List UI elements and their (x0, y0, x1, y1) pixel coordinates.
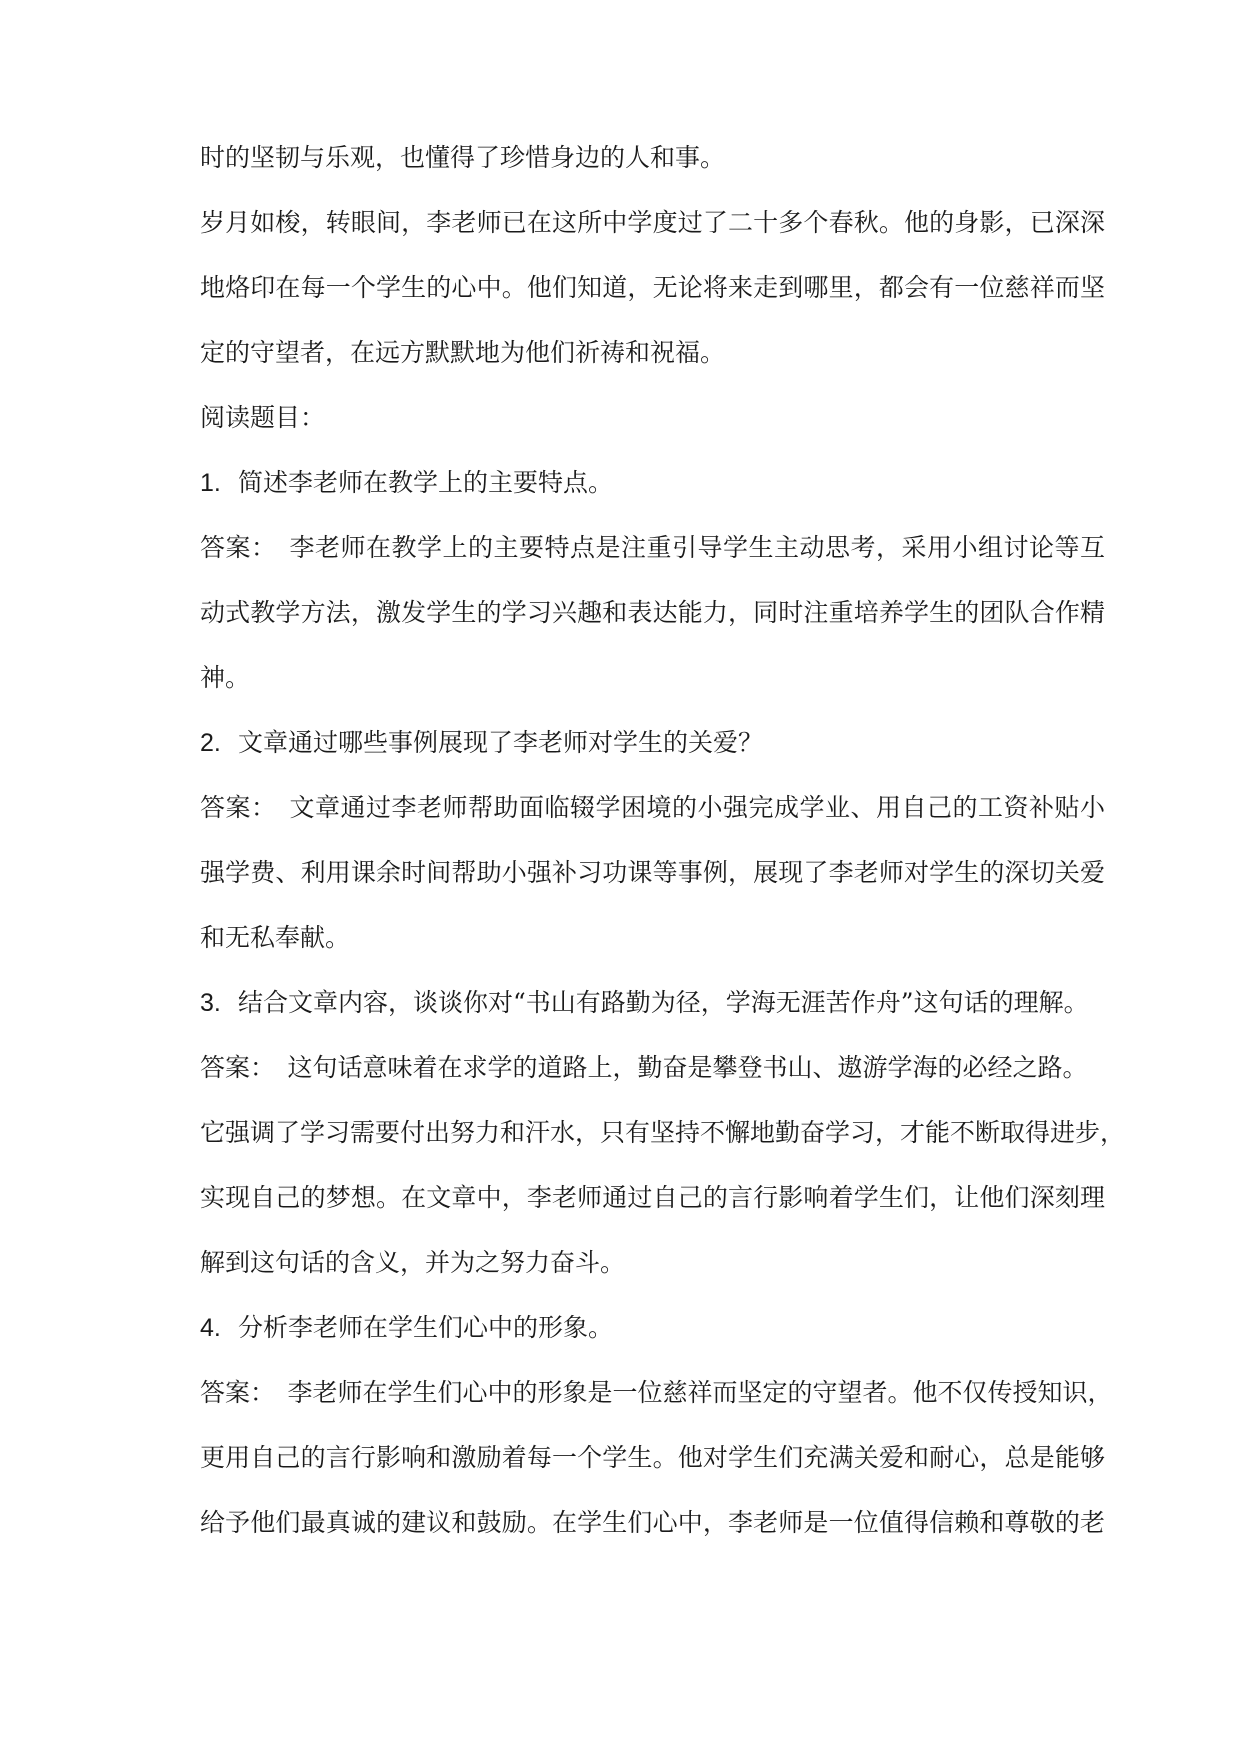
answer-line: 和无私奉献。 (200, 923, 351, 952)
paragraph-line: 时的坚韧与乐观，也懂得了珍惜身边的人和事。 (200, 143, 726, 172)
answer-line: 答案： 李老师在教学上的主要特点是注重引导学生主动思考，采用小组讨论等互 (200, 533, 1105, 562)
paragraph-line: 地烙印在每一个学生的心中。他们知道，无论将来走到哪里，都会有一位慈祥而坚 (200, 273, 1105, 302)
question-number: 1. (200, 469, 221, 497)
question-number: 2. (200, 729, 221, 757)
answer-line: 它强调了学习需要付出努力和汗水，只有坚持不懈地勤奋学习，才能不断取得进步， (200, 1118, 1126, 1147)
question-text: 分析李老师在学生们心中的形象。 (238, 1313, 614, 1342)
section-heading: 阅读题目： (200, 403, 326, 432)
answer-line: 给予他们最真诚的建议和鼓励。在学生们心中，李老师是一位值得信赖和尊敬的老 (200, 1508, 1105, 1537)
paragraph-line: 岁月如梭，转眼间，李老师已在这所中学度过了二十多个春秋。他的身影，已深深 (200, 208, 1105, 237)
answer-line: 答案： 这句话意味着在求学的道路上，勤奋是攀登书山、遨游学海的必经之路。 (200, 1053, 1088, 1082)
answer-line: 答案： 李老师在学生们心中的形象是一位慈祥而坚定的守望者。他不仅传授知识， (200, 1378, 1113, 1407)
answer-line: 动式教学方法，激发学生的学习兴趣和表达能力，同时注重培养学生的团队合作精 (200, 598, 1105, 627)
answer-line: 实现自己的梦想。在文章中，李老师通过自己的言行影响着学生们，让他们深刻理 (200, 1183, 1105, 1212)
answer-line: 神。 (200, 663, 251, 692)
document-body (200, 140, 1126, 1570)
question-1 (200, 465, 1105, 501)
paragraph-line: 定的守望者，在远方默默地为他们祈祷和祝福。 (200, 338, 726, 367)
question-2 (200, 725, 1105, 761)
answer-line: 解到这句话的含义，并为之努力奋斗。 (200, 1248, 626, 1277)
answer-line: 强学费、利用课余时间帮助小强补习功课等事例，展现了李老师对学生的深切关爱 (200, 858, 1105, 887)
question-4 (200, 1310, 1105, 1346)
question-number: 4. (200, 1314, 221, 1342)
answer-line: 答案： 文章通过李老师帮助面临辍学困境的小强完成学业、用自己的工资补贴小 (200, 793, 1105, 822)
question-3 (200, 985, 1105, 1021)
answer-line: 更用自己的言行影响和激励着每一个学生。他对学生们充满关爱和耐心，总是能够 (200, 1443, 1105, 1472)
question-number: 3. (200, 989, 221, 1017)
question-text: 简述李老师在教学上的主要特点。 (238, 468, 614, 497)
question-text: 文章通过哪些事例展现了李老师对学生的关爱？ (238, 728, 764, 757)
question-text: 结合文章内容，谈谈你对“书山有路勤为径，学海无涯苦作舟”这句话的理解。 (238, 988, 1089, 1017)
